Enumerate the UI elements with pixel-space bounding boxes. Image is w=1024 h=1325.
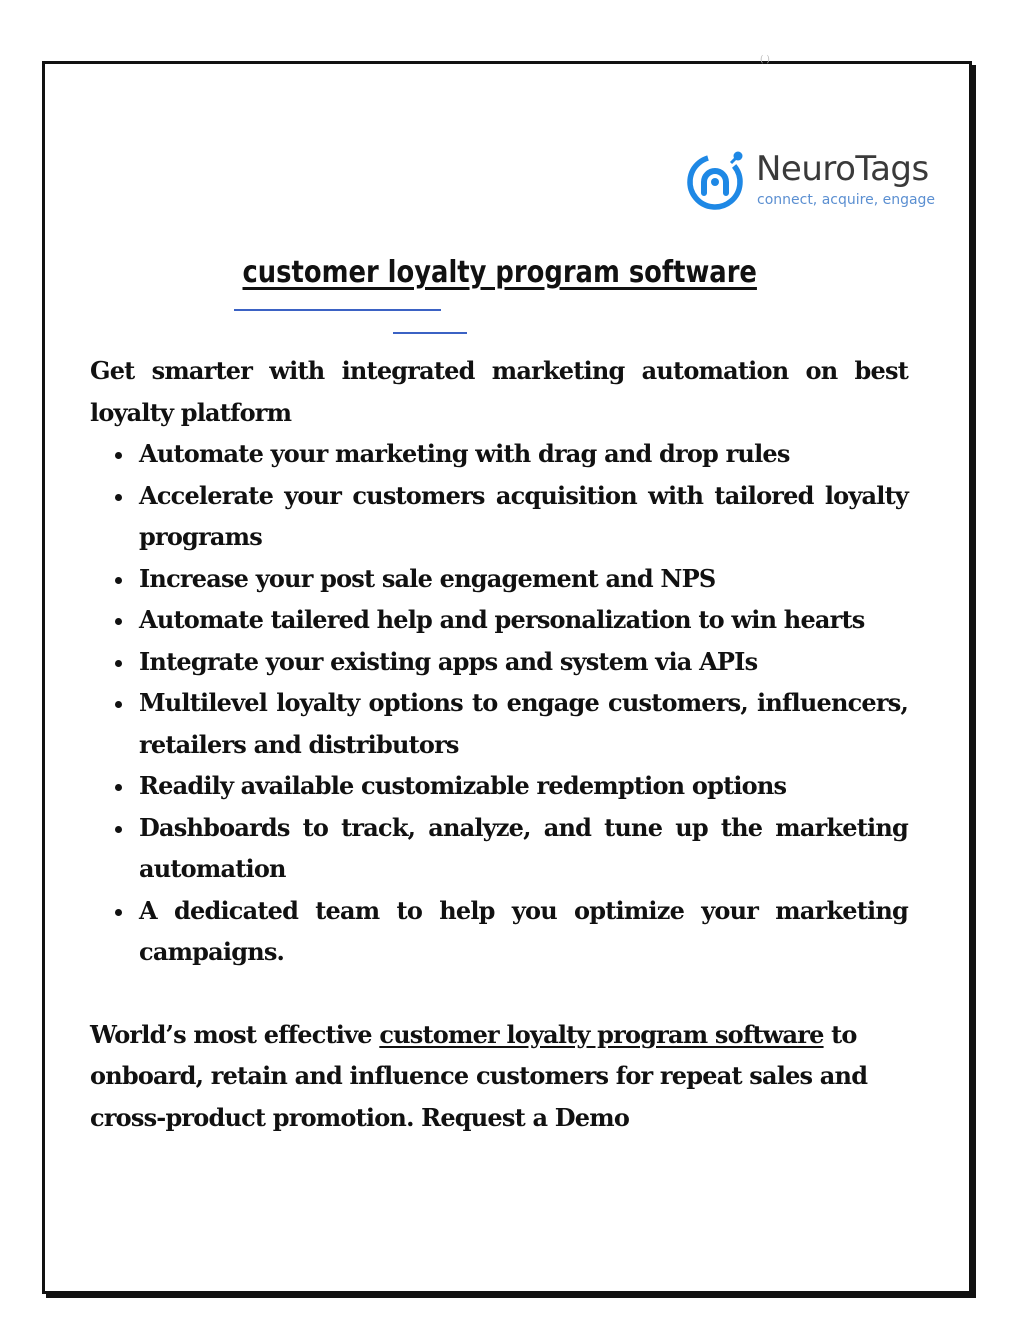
neurotags-logo [686, 145, 956, 215]
closing-text-start: World’s most effective [90, 1019, 380, 1049]
list-item: A dedicated team to help you optimize your marketing campaigns. [139, 890, 908, 973]
stray-mark-glyph: ( ) [760, 55, 770, 65]
intro-paragraph: Get smarter with integrated marketing automation on best loyalty platform [90, 356, 908, 427]
list-item: Increase your post sale engagement and NPS [139, 558, 908, 600]
logo-name: NeuroTags [756, 149, 929, 189]
feature-list [90, 433, 908, 973]
list-item: Dashboards to track, analyze, and tune up the marketing automation [139, 807, 908, 890]
list-item: Accelerate your customers acquisition with tailored loyalty programs [139, 475, 908, 558]
title-rule-short [393, 332, 467, 334]
page-title: customer loyalty program software [242, 255, 757, 290]
document-body [90, 350, 908, 1138]
title-rule-long [234, 309, 441, 311]
closing-text-end: to onboard, retain and influence customers for repeat sales and cross-product promotion. Request a Demo [90, 1019, 868, 1132]
closing-paragraph [90, 1014, 908, 1139]
loyalty-software-link[interactable]: customer loyalty program software [379, 1019, 824, 1049]
list-item: Automate tailered help and personalization to win hearts [139, 599, 908, 641]
list-item: Integrate your existing apps and system via APIs [139, 641, 908, 683]
list-item: Readily available customizable redemption options [139, 765, 908, 807]
neurotags-logo-icon [686, 149, 748, 211]
list-item: Multilevel loyalty options to engage customers, influencers, retailers and distributors [139, 682, 908, 765]
list-item: Automate your marketing with drag and drop rules [139, 433, 908, 475]
logo-tagline: connect, acquire, engage [757, 192, 936, 208]
